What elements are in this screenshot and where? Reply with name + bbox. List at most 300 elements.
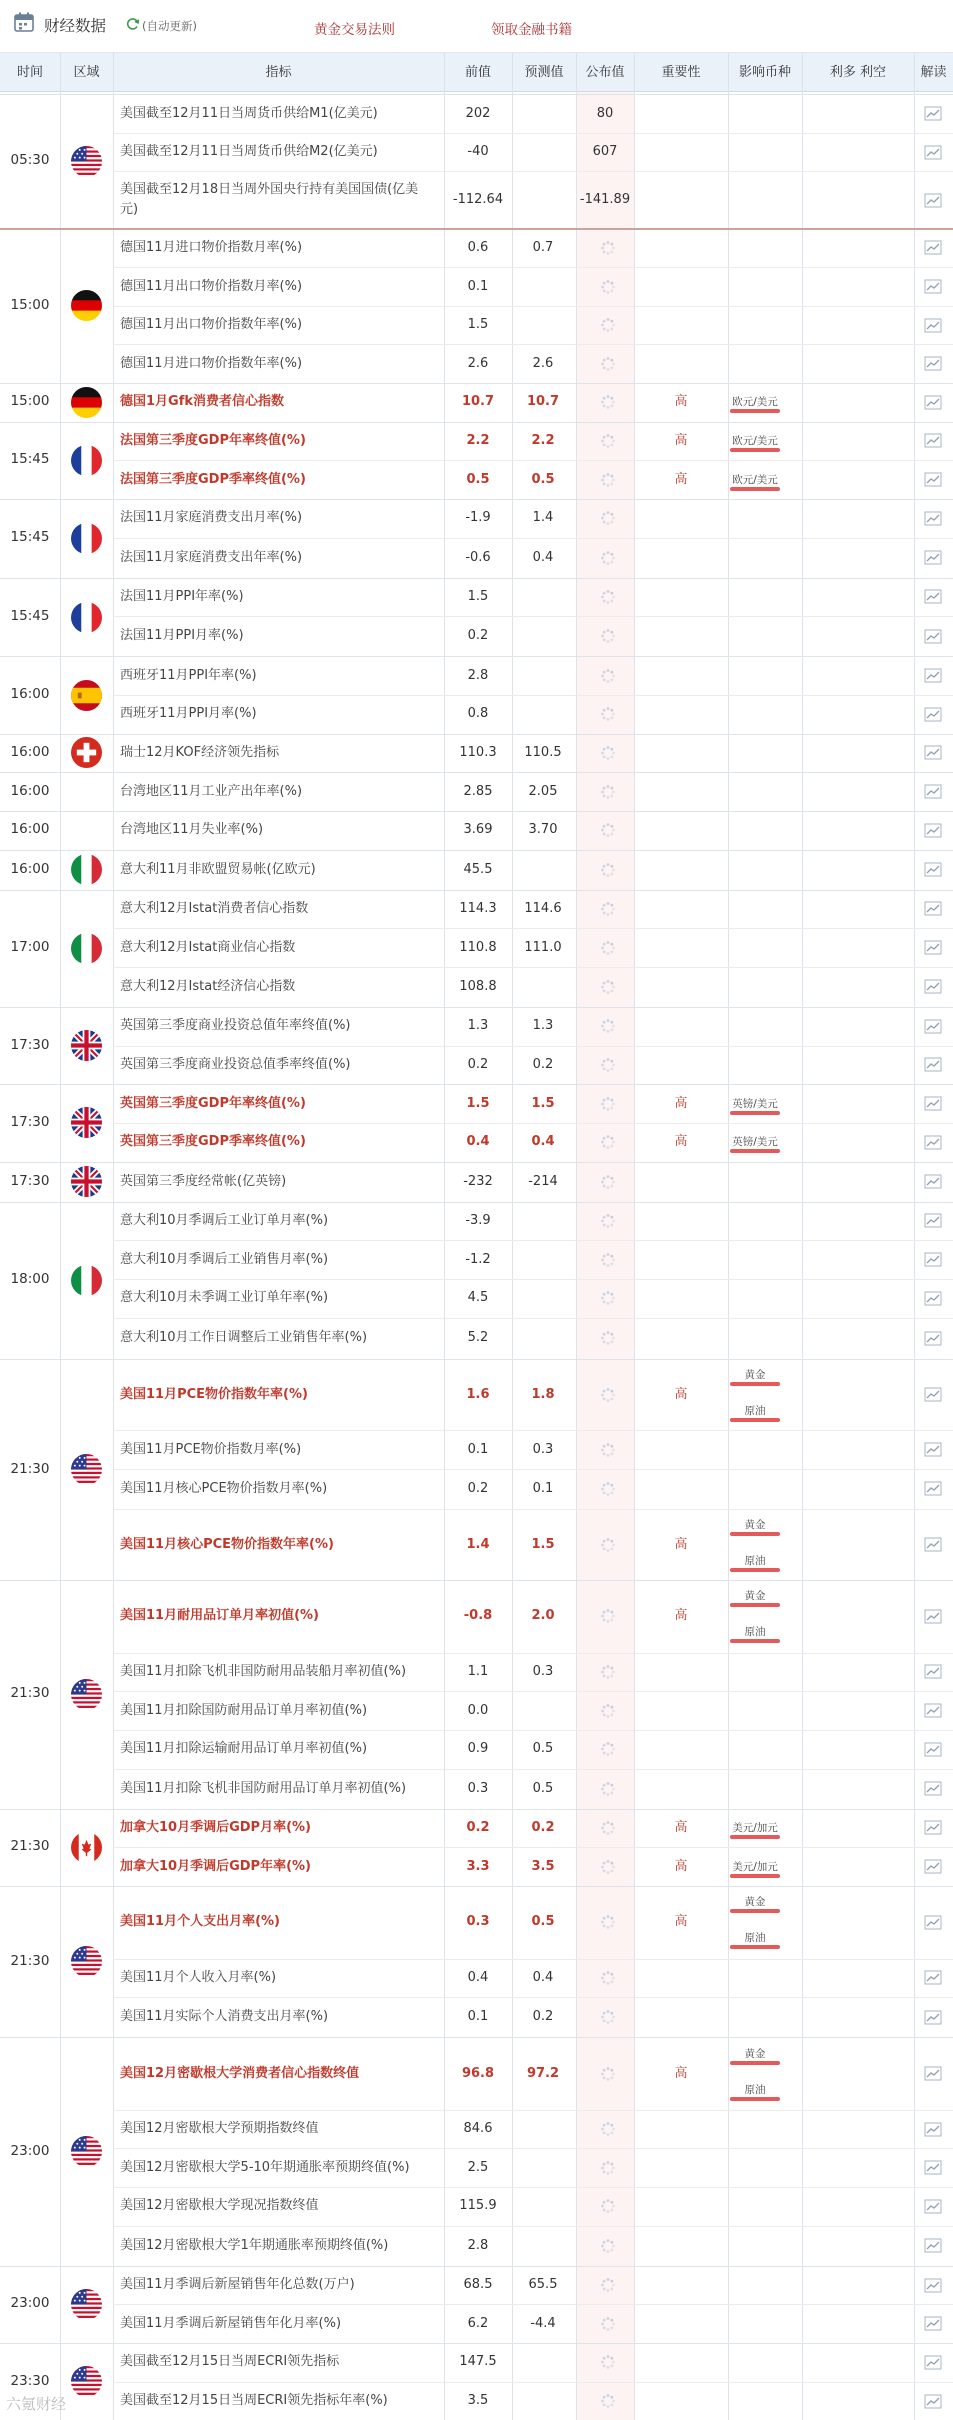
indicator-name-continued: 元) bbox=[120, 202, 139, 218]
forecast-value: 111.0 bbox=[524, 939, 562, 955]
chart-icon[interactable] bbox=[924, 2010, 942, 2025]
forecast-value: 0.2 bbox=[531, 1819, 555, 1835]
indicator-name: 英国第三季度GDP年率终值(%) bbox=[120, 1095, 306, 1111]
currency-underline bbox=[730, 1111, 780, 1115]
currency-tag[interactable] bbox=[728, 1134, 782, 1149]
chart-icon[interactable] bbox=[924, 2316, 942, 2331]
previous-value: -1.2 bbox=[465, 1251, 491, 1267]
chart-icon[interactable] bbox=[924, 1859, 942, 1874]
event-time: 15:45 bbox=[10, 529, 50, 546]
event-time: 16:00 bbox=[10, 860, 50, 877]
indicator-name: 英国第三季度GDP季率终值(%) bbox=[120, 1134, 306, 1150]
us-flag-icon bbox=[71, 146, 102, 177]
currency-underline bbox=[730, 1909, 780, 1913]
currency-label: 英镑/美元 bbox=[732, 1136, 778, 1149]
importance-badge: 高 bbox=[674, 1858, 688, 1874]
previous-value: 3.3 bbox=[466, 1858, 490, 1874]
forecast-value: 2.0 bbox=[531, 1608, 555, 1624]
uk-flag-icon bbox=[71, 1030, 102, 1061]
previous-value: 0.6 bbox=[467, 239, 489, 255]
indicator-name: 法国11月家庭消费支出年率(%) bbox=[120, 549, 303, 565]
forecast-value: 2.2 bbox=[531, 432, 555, 448]
chart-icon[interactable] bbox=[924, 1820, 942, 1835]
currency-tag[interactable] bbox=[728, 1096, 782, 1111]
loading-icon bbox=[600, 1252, 616, 1268]
currency-underline bbox=[730, 1149, 780, 1153]
event-time: 21:30 bbox=[10, 1460, 50, 1477]
currency-tag[interactable] bbox=[728, 394, 782, 409]
loading-icon bbox=[600, 822, 616, 838]
forecast-value: 0.4 bbox=[532, 1969, 554, 1985]
chart-icon[interactable] bbox=[924, 2238, 942, 2253]
loading-icon bbox=[600, 2354, 616, 2370]
indicator-name: 意大利12月Istat商业信心指数 bbox=[120, 939, 296, 955]
event-time: 16:00 bbox=[10, 743, 50, 760]
currency-label: 欧元/美元 bbox=[732, 396, 778, 409]
row-divider bbox=[113, 1769, 953, 1770]
loading-icon bbox=[600, 1970, 616, 1986]
column-divider bbox=[802, 53, 803, 2420]
loading-icon bbox=[600, 1481, 616, 1497]
loading-icon bbox=[600, 433, 616, 449]
chart-icon[interactable] bbox=[924, 1213, 942, 1228]
loading-icon bbox=[600, 862, 616, 878]
event-time: 23:00 bbox=[10, 2295, 50, 2312]
chart-icon[interactable] bbox=[924, 1174, 942, 1189]
italy-flag-icon bbox=[71, 933, 102, 964]
row-divider bbox=[113, 133, 953, 134]
loading-icon bbox=[600, 279, 616, 295]
chart-icon[interactable] bbox=[924, 1781, 942, 1796]
row-divider bbox=[0, 1580, 953, 1581]
event-time: 16:00 bbox=[10, 782, 50, 799]
indicator-name: 美国11月扣除国防耐用品订单月率初值(%) bbox=[120, 1702, 368, 1718]
previous-value: 0.4 bbox=[467, 1969, 489, 1985]
previous-value: 5.2 bbox=[467, 1330, 489, 1346]
row-divider bbox=[0, 734, 953, 735]
chart-icon[interactable] bbox=[924, 589, 942, 604]
loading-icon bbox=[600, 1608, 616, 1624]
forecast-value: 0.4 bbox=[532, 549, 554, 565]
currency-underline bbox=[730, 448, 780, 452]
event-time: 21:30 bbox=[10, 1838, 50, 1855]
currency-label: 欧元/美元 bbox=[732, 434, 778, 447]
currency-tag[interactable] bbox=[728, 1553, 782, 1568]
loading-icon bbox=[600, 668, 616, 684]
forecast-value: 0.3 bbox=[532, 1441, 554, 1457]
forecast-value: 110.5 bbox=[524, 744, 562, 760]
col-bull-bear: 利多 利空 bbox=[829, 65, 887, 80]
row-divider bbox=[0, 1084, 953, 1085]
forecast-value: 2.6 bbox=[532, 355, 554, 371]
previous-value: 1.3 bbox=[467, 1018, 489, 1034]
currency-label: 欧元/美元 bbox=[732, 473, 778, 486]
loading-icon bbox=[600, 510, 616, 526]
currency-label: 美元/加元 bbox=[732, 1860, 778, 1873]
currency-tag[interactable] bbox=[728, 2046, 782, 2061]
previous-value: 114.3 bbox=[459, 900, 497, 916]
indicator-name: 台湾地区11月工业产出年率(%) bbox=[120, 783, 303, 799]
row-divider bbox=[0, 383, 953, 384]
row-divider bbox=[113, 538, 953, 539]
previous-value: 1.5 bbox=[466, 1095, 490, 1111]
importance-badge: 高 bbox=[674, 432, 688, 448]
currency-label: 原油 bbox=[744, 1554, 766, 1567]
chart-icon[interactable] bbox=[924, 1481, 942, 1496]
chart-icon[interactable] bbox=[924, 823, 942, 838]
indicator-name: 美国截至12月15日当周ECRI领先指标年率(%) bbox=[120, 2393, 388, 2409]
currency-tag[interactable] bbox=[728, 1820, 782, 1835]
refresh-icon[interactable] bbox=[126, 17, 140, 31]
previous-value: 0.1 bbox=[467, 278, 489, 294]
row-divider bbox=[113, 1653, 953, 1654]
currency-tag[interactable] bbox=[728, 1367, 782, 1382]
forecast-value: 97.2 bbox=[526, 2065, 560, 2081]
chart-icon[interactable] bbox=[924, 1291, 942, 1306]
loading-icon bbox=[600, 1442, 616, 1458]
get-finance-books-link[interactable]: 领取金融书籍 bbox=[491, 22, 572, 38]
chart-icon[interactable] bbox=[924, 433, 942, 448]
importance-badge: 高 bbox=[674, 1095, 688, 1111]
previous-value: 1.4 bbox=[466, 1536, 490, 1552]
row-divider bbox=[0, 1202, 953, 1203]
column-divider bbox=[113, 53, 114, 2420]
gold-trading-rules-link[interactable]: 黄金交易法则 bbox=[314, 22, 395, 38]
chart-icon[interactable] bbox=[924, 784, 942, 799]
indicator-name: 西班牙11月PPI年率(%) bbox=[120, 667, 257, 683]
event-time: 18:00 bbox=[10, 1271, 50, 1288]
indicator-name: 美国11月PCE物价指数年率(%) bbox=[120, 1386, 308, 1402]
loading-icon bbox=[600, 1290, 616, 1306]
loading-icon bbox=[600, 628, 616, 644]
loading-icon bbox=[600, 979, 616, 995]
loading-icon bbox=[600, 2066, 616, 2082]
chart-icon[interactable] bbox=[924, 106, 942, 121]
chart-icon[interactable] bbox=[924, 511, 942, 526]
currency-tag[interactable] bbox=[728, 1894, 782, 1909]
chart-icon[interactable] bbox=[924, 550, 942, 565]
currency-label: 原油 bbox=[744, 1626, 766, 1639]
forecast-value: 1.5 bbox=[531, 1095, 555, 1111]
currency-tag[interactable] bbox=[728, 1930, 782, 1945]
row-divider bbox=[113, 616, 953, 617]
france-flag-icon bbox=[71, 445, 102, 476]
row-divider bbox=[0, 1886, 953, 1887]
loading-icon bbox=[600, 1018, 616, 1034]
chart-icon[interactable] bbox=[924, 193, 942, 208]
currency-underline bbox=[730, 1835, 780, 1839]
chart-icon[interactable] bbox=[924, 1442, 942, 1457]
row-divider bbox=[113, 1691, 953, 1692]
previous-value: 2.5 bbox=[467, 2159, 489, 2175]
row-divider bbox=[113, 2304, 953, 2305]
importance-badge: 高 bbox=[674, 1819, 688, 1835]
previous-value: 115.9 bbox=[459, 2198, 497, 2214]
column-divider bbox=[444, 53, 445, 2420]
loading-icon bbox=[600, 589, 616, 605]
event-time: 16:00 bbox=[10, 686, 50, 703]
chart-icon[interactable] bbox=[924, 1135, 942, 1150]
indicator-name: 法国11月PPI年率(%) bbox=[120, 588, 244, 604]
row-divider bbox=[113, 344, 953, 345]
previous-value: -1.9 bbox=[465, 510, 491, 526]
currency-label: 黄金 bbox=[744, 1368, 766, 1381]
chart-icon[interactable] bbox=[924, 707, 942, 722]
previous-value: 2.8 bbox=[467, 2237, 489, 2253]
row-divider bbox=[0, 422, 953, 423]
top-bar bbox=[0, 0, 953, 53]
indicator-name: 加拿大10月季调后GDP月率(%) bbox=[120, 1819, 311, 1835]
currency-tag[interactable] bbox=[728, 2082, 782, 2097]
importance-badge: 高 bbox=[674, 1536, 688, 1552]
previous-value: 1.6 bbox=[466, 1386, 490, 1402]
chart-icon[interactable] bbox=[924, 356, 942, 371]
currency-underline bbox=[730, 2097, 780, 2101]
previous-value: 84.6 bbox=[463, 2121, 493, 2137]
chart-icon[interactable] bbox=[924, 2278, 942, 2293]
currency-tag[interactable] bbox=[728, 1403, 782, 1418]
previous-value: 0.8 bbox=[467, 706, 489, 722]
forecast-value: 0.1 bbox=[532, 1480, 554, 1496]
chart-icon[interactable] bbox=[924, 240, 942, 255]
actual-value: -141.89 bbox=[579, 192, 631, 208]
currency-underline bbox=[730, 1568, 780, 1572]
chart-icon[interactable] bbox=[924, 745, 942, 760]
row-divider bbox=[113, 1240, 953, 1241]
currency-underline bbox=[730, 1874, 780, 1878]
forecast-value: 1.8 bbox=[531, 1386, 555, 1402]
chart-icon[interactable] bbox=[924, 2066, 942, 2081]
indicator-name: 德国11月进口物价指数年率(%) bbox=[120, 355, 303, 371]
previous-value: 108.8 bbox=[459, 978, 497, 994]
chart-icon[interactable] bbox=[924, 472, 942, 487]
chart-icon[interactable] bbox=[924, 1019, 942, 1034]
chart-icon[interactable] bbox=[924, 940, 942, 955]
previous-value: 3.5 bbox=[467, 2393, 489, 2409]
loading-icon bbox=[600, 2238, 616, 2254]
chart-icon[interactable] bbox=[924, 395, 942, 410]
col-indicator: 指标 bbox=[265, 65, 292, 80]
col-region: 区域 bbox=[73, 65, 100, 80]
currency-tag[interactable] bbox=[728, 1517, 782, 1532]
previous-value: 0.3 bbox=[466, 1914, 490, 1930]
event-time: 17:00 bbox=[10, 939, 50, 956]
us-flag-icon bbox=[71, 2366, 102, 2397]
loading-icon bbox=[600, 1537, 616, 1553]
column-divider bbox=[576, 53, 577, 2420]
chart-icon[interactable] bbox=[924, 1609, 942, 1624]
chart-icon[interactable] bbox=[924, 145, 942, 160]
chart-icon[interactable] bbox=[924, 2355, 942, 2370]
chart-icon[interactable] bbox=[924, 1252, 942, 1267]
col-actual: 公布值 bbox=[585, 65, 625, 80]
currency-underline bbox=[730, 1418, 780, 1422]
forecast-value: 2.05 bbox=[528, 783, 558, 799]
previous-value: 147.5 bbox=[459, 2354, 497, 2370]
loading-icon bbox=[600, 745, 616, 761]
currency-tag[interactable] bbox=[728, 1859, 782, 1874]
uk-flag-icon bbox=[71, 1107, 102, 1138]
chart-icon[interactable] bbox=[924, 1537, 942, 1552]
row-divider bbox=[113, 1509, 953, 1510]
currency-underline bbox=[730, 1603, 780, 1607]
calendar-icon bbox=[13, 11, 35, 33]
chart-icon[interactable] bbox=[924, 1970, 942, 1985]
chart-icon[interactable] bbox=[924, 1915, 942, 1930]
row-divider bbox=[0, 850, 953, 851]
chart-icon[interactable] bbox=[924, 1096, 942, 1111]
actual-value: 607 bbox=[592, 144, 618, 160]
forecast-value: 114.6 bbox=[524, 900, 562, 916]
previous-value: 0.5 bbox=[466, 471, 490, 487]
germany-flag-icon bbox=[71, 387, 102, 418]
indicator-name: 美国11月个人支出月率(%) bbox=[120, 1914, 280, 1930]
currency-label: 英镑/美元 bbox=[732, 1097, 778, 1110]
chart-icon[interactable] bbox=[924, 2199, 942, 2214]
row-divider bbox=[113, 1730, 953, 1731]
event-time: 17:30 bbox=[10, 1036, 50, 1053]
chart-icon[interactable] bbox=[924, 1057, 942, 1072]
row-divider bbox=[113, 1847, 953, 1848]
chart-icon[interactable] bbox=[924, 279, 942, 294]
previous-value: 0.2 bbox=[467, 628, 489, 644]
indicator-name: 美国12月密歇根大学现况指数终值 bbox=[120, 2198, 319, 2214]
loading-icon bbox=[600, 1703, 616, 1719]
importance-badge: 高 bbox=[674, 1386, 688, 1402]
row-divider bbox=[113, 967, 953, 968]
loading-icon bbox=[600, 2160, 616, 2176]
chart-icon[interactable] bbox=[924, 1703, 942, 1718]
row-divider bbox=[113, 2148, 953, 2149]
chart-icon[interactable] bbox=[924, 1664, 942, 1679]
col-forecast: 预测值 bbox=[524, 65, 564, 80]
row-divider bbox=[113, 2226, 953, 2227]
event-time: 21:30 bbox=[10, 1685, 50, 1702]
column-divider bbox=[914, 53, 915, 2420]
loading-icon bbox=[600, 356, 616, 372]
indicator-name: 意大利12月Istat消费者信心指数 bbox=[120, 900, 309, 916]
loading-icon bbox=[600, 1174, 616, 1190]
row-divider bbox=[0, 499, 953, 500]
chart-icon[interactable] bbox=[924, 1387, 942, 1402]
currency-underline bbox=[730, 487, 780, 491]
chart-icon[interactable] bbox=[924, 979, 942, 994]
chart-icon[interactable] bbox=[924, 318, 942, 333]
previous-value: 2.6 bbox=[467, 355, 489, 371]
currency-label: 原油 bbox=[744, 1404, 766, 1417]
currency-label: 黄金 bbox=[744, 1896, 766, 1909]
chart-icon[interactable] bbox=[924, 1742, 942, 1757]
row-divider bbox=[0, 1359, 953, 1360]
loading-icon bbox=[600, 472, 616, 488]
germany-flag-icon bbox=[71, 290, 102, 321]
chart-icon[interactable] bbox=[924, 901, 942, 916]
indicator-name: 德国1月Gfk消费者信心指数 bbox=[120, 394, 285, 410]
chart-icon[interactable] bbox=[924, 2122, 942, 2137]
row-divider bbox=[113, 2110, 953, 2111]
indicator-name: 美国11月核心PCE物价指数年率(%) bbox=[120, 1536, 334, 1552]
chart-icon[interactable] bbox=[924, 2394, 942, 2409]
chart-icon[interactable] bbox=[924, 862, 942, 877]
previous-value: 110.3 bbox=[459, 744, 497, 760]
row-divider bbox=[0, 2266, 953, 2267]
chart-icon[interactable] bbox=[924, 1331, 942, 1346]
row-divider bbox=[113, 928, 953, 929]
importance-badge: 高 bbox=[674, 394, 688, 410]
event-time: 15:00 bbox=[10, 393, 50, 410]
previous-value: 0.3 bbox=[467, 1780, 489, 1796]
indicator-name: 意大利10月季调后工业订单月率(%) bbox=[120, 1212, 329, 1228]
table-header bbox=[0, 53, 953, 92]
event-time: 17:30 bbox=[10, 1172, 50, 1189]
previous-value: 1.5 bbox=[467, 317, 489, 333]
forecast-value: 0.4 bbox=[531, 1134, 555, 1150]
previous-value: 1.1 bbox=[467, 1663, 489, 1679]
chart-icon[interactable] bbox=[924, 2160, 942, 2175]
us-flag-icon bbox=[71, 1679, 102, 1710]
indicator-name: 美国12月密歇根大学消费者信心指数终值 bbox=[120, 2065, 360, 2081]
event-time: 23:00 bbox=[10, 2142, 50, 2159]
previous-value: -3.9 bbox=[465, 1212, 491, 1228]
us-flag-icon bbox=[71, 1946, 102, 1977]
switzerland-flag-icon bbox=[71, 737, 102, 768]
loading-icon bbox=[600, 1387, 616, 1403]
indicator-name: 美国截至12月11日当周货币供给M1(亿美元) bbox=[120, 105, 378, 121]
currency-tag[interactable] bbox=[728, 433, 782, 448]
auto-refresh-label[interactable]: (自动更新) bbox=[142, 19, 197, 33]
event-time: 15:45 bbox=[10, 451, 50, 468]
importance-badge: 高 bbox=[674, 1914, 688, 1930]
loading-icon bbox=[600, 1914, 616, 1930]
loading-icon bbox=[600, 317, 616, 333]
chart-icon[interactable] bbox=[924, 629, 942, 644]
row-divider bbox=[0, 811, 953, 812]
column-divider bbox=[60, 53, 61, 2420]
loading-icon bbox=[600, 706, 616, 722]
previous-value: 0.1 bbox=[467, 2009, 489, 2025]
currency-underline bbox=[730, 409, 780, 413]
previous-value: 0.2 bbox=[467, 1056, 489, 1072]
indicator-name: 美国11月扣除运输耐用品订单月率初值(%) bbox=[120, 1741, 368, 1757]
row-divider bbox=[0, 656, 953, 657]
currency-tag[interactable] bbox=[728, 1588, 782, 1603]
loading-icon bbox=[600, 1741, 616, 1757]
row-divider bbox=[113, 1123, 953, 1124]
loading-icon bbox=[600, 1330, 616, 1346]
previous-value: -0.8 bbox=[463, 1608, 493, 1624]
watermark: 六氪财经 bbox=[6, 2395, 67, 2413]
indicator-name: 美国11月PCE物价指数月率(%) bbox=[120, 1441, 302, 1457]
currency-underline bbox=[730, 1639, 780, 1643]
indicator-name: 英国第三季度经常帐(亿英镑) bbox=[120, 1173, 287, 1189]
loading-icon bbox=[600, 550, 616, 566]
currency-label: 黄金 bbox=[744, 1590, 766, 1603]
importance-badge: 高 bbox=[674, 1134, 688, 1150]
chart-icon[interactable] bbox=[924, 668, 942, 683]
currency-tag[interactable] bbox=[728, 1624, 782, 1639]
row-divider bbox=[0, 1007, 953, 1008]
row-divider bbox=[0, 578, 953, 579]
indicator-name: 英国第三季度商业投资总值季率终值(%) bbox=[120, 1056, 351, 1072]
row-divider bbox=[113, 1279, 953, 1280]
indicator-name: 台湾地区11月失业率(%) bbox=[120, 822, 264, 838]
loading-icon bbox=[600, 394, 616, 410]
indicator-name: 意大利10月季调后工业销售月率(%) bbox=[120, 1251, 329, 1267]
currency-tag[interactable] bbox=[728, 472, 782, 487]
forecast-value: 0.7 bbox=[532, 239, 554, 255]
forecast-value: -214 bbox=[528, 1173, 558, 1189]
previous-value: 1.5 bbox=[467, 588, 489, 604]
